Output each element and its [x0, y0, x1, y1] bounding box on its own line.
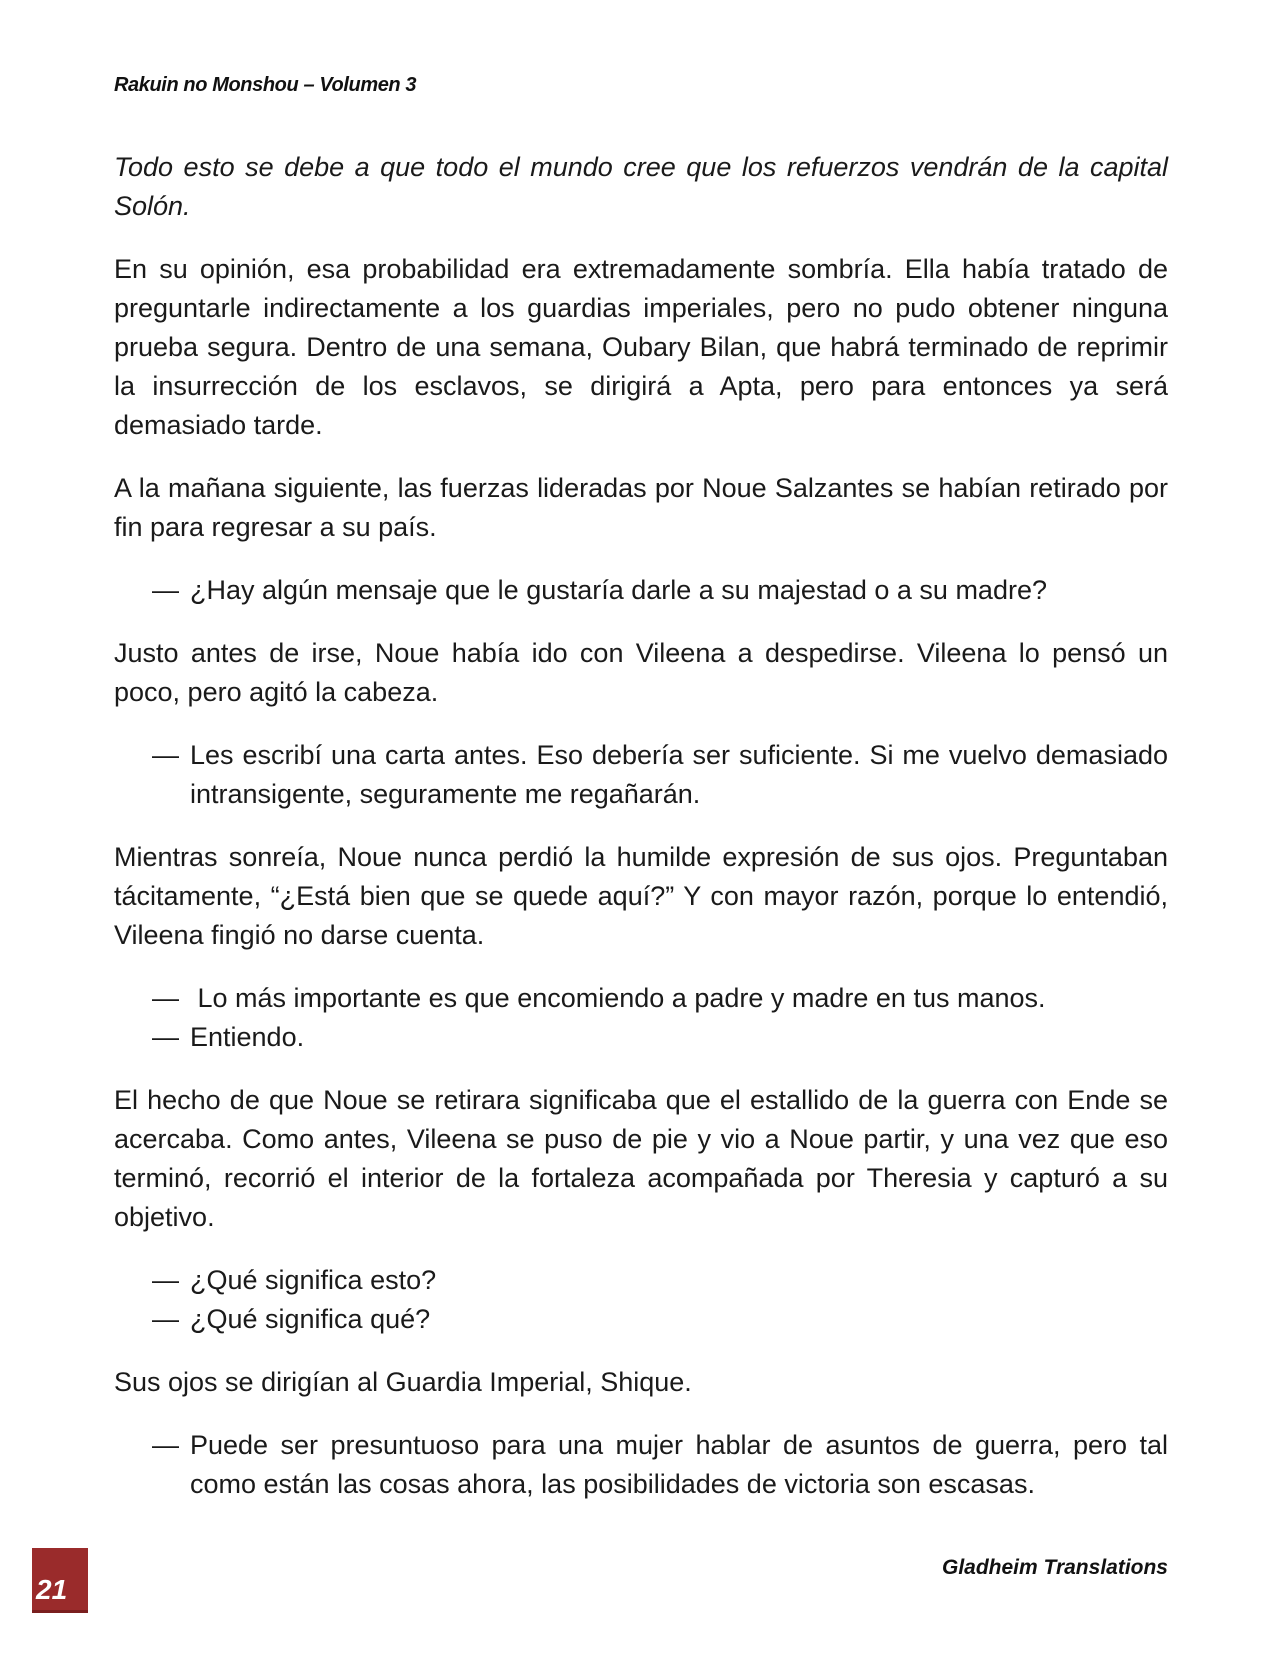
paragraph: Justo antes de irse, Noue había ido con Vileena a despedirse. Vileena lo pensó un poco, pero agitó la cabeza.	[114, 638, 1168, 707]
dialogue-dash: —	[152, 1430, 179, 1460]
paragraph: Sus ojos se dirigían al Guardia Imperial, Shique.	[114, 1367, 692, 1397]
dialogue-line	[114, 1300, 1168, 1339]
dialogue-line	[114, 1261, 1168, 1300]
translator-credit: Gladheim Translations	[941, 1556, 1168, 1579]
dialogue-block	[114, 571, 1168, 610]
dialogue-text: ¿Qué significa esto?	[190, 1265, 437, 1295]
dialogue-line	[114, 1426, 1168, 1504]
dialogue-block	[114, 736, 1168, 814]
dialogue-dash: —	[152, 1022, 179, 1052]
dialogue-text: Entiendo.	[190, 1022, 305, 1052]
paragraph: En su opinión, esa probabilidad era extremadamente sombría. Ella había tratado de preguntarle indirectamente a los guardias imperiales, pero no pudo obtener ninguna prueba segura. Dentro de una semana, Oubary Bilan, que habrá terminado de reprimir la insurrección de los esclavos, se dirigirá a Apta, pero para entonces ya será demasiado tarde.	[114, 254, 1168, 440]
dialogue-text: Les escribí una carta antes. Eso debería ser suficiente. Si me vuelvo demasiado intransigente, seguramente me regañarán.	[190, 740, 1168, 809]
dialogue-line	[114, 571, 1168, 610]
dialogue-dash: —	[152, 1265, 179, 1295]
paragraph: A la mañana siguiente, las fuerzas lideradas por Noue Salzantes se habían retirado por fin para regresar a su país.	[114, 473, 1168, 542]
paragraph: El hecho de que Noue se retirara significaba que el estallido de la guerra con Ende se acercaba. Como antes, Vileena se puso de pie y vio a Noue partir, y una vez que eso terminó, recorrió el interior de la fortaleza acompañada por Theresia y capturó a su objetivo.	[114, 1085, 1168, 1232]
dialogue-block	[114, 1261, 1168, 1339]
dialogue-line	[114, 736, 1168, 814]
page-number: 21	[36, 1574, 68, 1605]
paragraph: Todo esto se debe a que todo el mundo cree que los refuerzos vendrán de la capital Solón.	[114, 152, 1168, 221]
body-text	[114, 148, 1168, 1504]
dialogue-line	[114, 1018, 1168, 1057]
dialogue-text: ¿Qué significa qué?	[190, 1304, 431, 1334]
paragraph: Mientras sonreía, Noue nunca perdió la humilde expresión de sus ojos. Preguntaban tácitamente, “¿Está bien que se quede aquí?” Y con mayor razón, porque lo entendió, Vileena fingió no darse cuenta.	[114, 842, 1168, 950]
dialogue-block	[114, 979, 1168, 1057]
dialogue-text: ¿Hay algún mensaje que le gustaría darle a su majestad o a su madre?	[190, 575, 1047, 605]
dialogue-dash: —	[152, 740, 179, 770]
dialogue-dash: —	[152, 575, 179, 605]
running-header: Rakuin no Monshou – Volumen 3	[114, 74, 417, 96]
dialogue-line	[114, 979, 1168, 1018]
dialogue-dash: —	[152, 1304, 179, 1334]
dialogue-block	[114, 1426, 1168, 1504]
dialogue-text: Lo más importante es que encomiendo a padre y madre en tus manos.	[190, 983, 1046, 1013]
dialogue-dash: —	[152, 983, 179, 1013]
dialogue-text: Puede ser presuntuoso para una mujer hablar de asuntos de guerra, pero tal como están las cosas ahora, las posibilidades de victoria son escasas.	[190, 1430, 1168, 1499]
page-number-underline	[32, 1610, 88, 1613]
